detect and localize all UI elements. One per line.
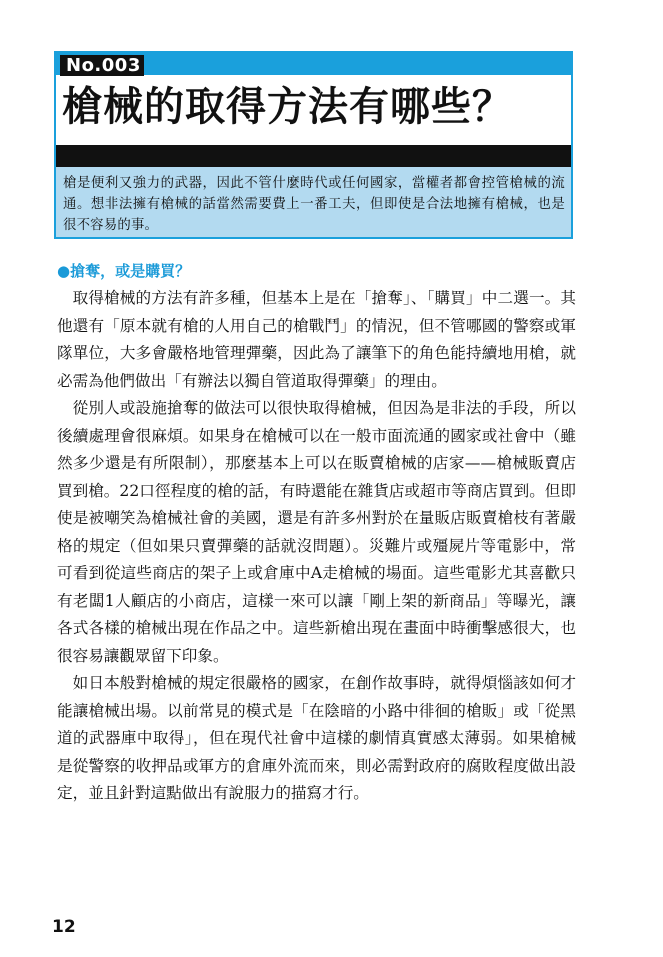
body-paragraph: 取得槍械的方法有許多種，但基本上是在「搶奪」、「購買」中二選一。其他還有「原本就有槍的人用自己的槍戰鬥」的情況，但不管哪國的警察或軍隊單位，大多會嚴格地管理彈藥，因此為了讓筆下的角色能持續地用槍，就必需為他們做出「有辦法以獨自管道取得彈藥」的理由。 <box>57 289 576 390</box>
header-black-band <box>56 145 571 167</box>
body-paragraph: 從別人或設施搶奪的做法可以很快取得槍械，但因為是非法的手段，所以後續處理會很麻煩。如果身在槍械可以在一般市面流通的國家或社會中（雖然多少還是有所限制），那麼基本上可以在販賣槍械的店家——槍械販賣店買到槍。22口徑程度的槍的話，有時還能在雜貨店或超市等商店買到。但即使是被嘲笑為槍械社會的美國，還是有許多州對於在量販店販賣槍枝有著嚴格的規定（但如果只賣彈藥的話就沒問題）。災難片或殭屍片等電影中，常可看到從這些商店的架子上或倉庫中A走槍械的場面。這些電影尤其喜歡只有老闆1人顧店的小商店，這樣一來可以讓「剛上架的新商品」等曝光，讓各式各樣的槍械出現在作品之中。這些新槍出現在畫面中時衝擊感很大，也很容易讓觀眾留下印象。 <box>57 399 576 665</box>
page-title: 槍械的取得方法有哪些？ <box>62 84 513 130</box>
section-heading: ●搶奪，或是購買？ <box>57 262 191 280</box>
body-text <box>57 285 576 808</box>
body-paragraph: 如日本般對槍械的規定很嚴格的國家，在創作故事時，就得煩惱該如何才能讓槍械出場。以前常見的模式是「在陰暗的小路中徘徊的槍販」或「從黑道的武器庫中取得」，但在現代社會中這樣的劇情真實感太薄弱。如果槍械是從警察的收押品或軍方的倉庫外流而來，則必需對政府的腐敗程度做出設定，並且針對這點做出有說服力的描寫才行。 <box>57 674 576 802</box>
topic-number-tag: No.003 <box>60 55 144 76</box>
page-number: 12 <box>52 917 76 937</box>
summary-box <box>56 167 571 237</box>
summary-text: 槍是便利又強力的武器，因此不管什麼時代或任何國家，當權者都會控管槍械的流通。想非法擁有槍械的話當然需要費上一番工夫，但即使是合法地擁有槍械，也是很不容易的事。 <box>63 176 565 233</box>
topic-header-box <box>54 51 573 239</box>
